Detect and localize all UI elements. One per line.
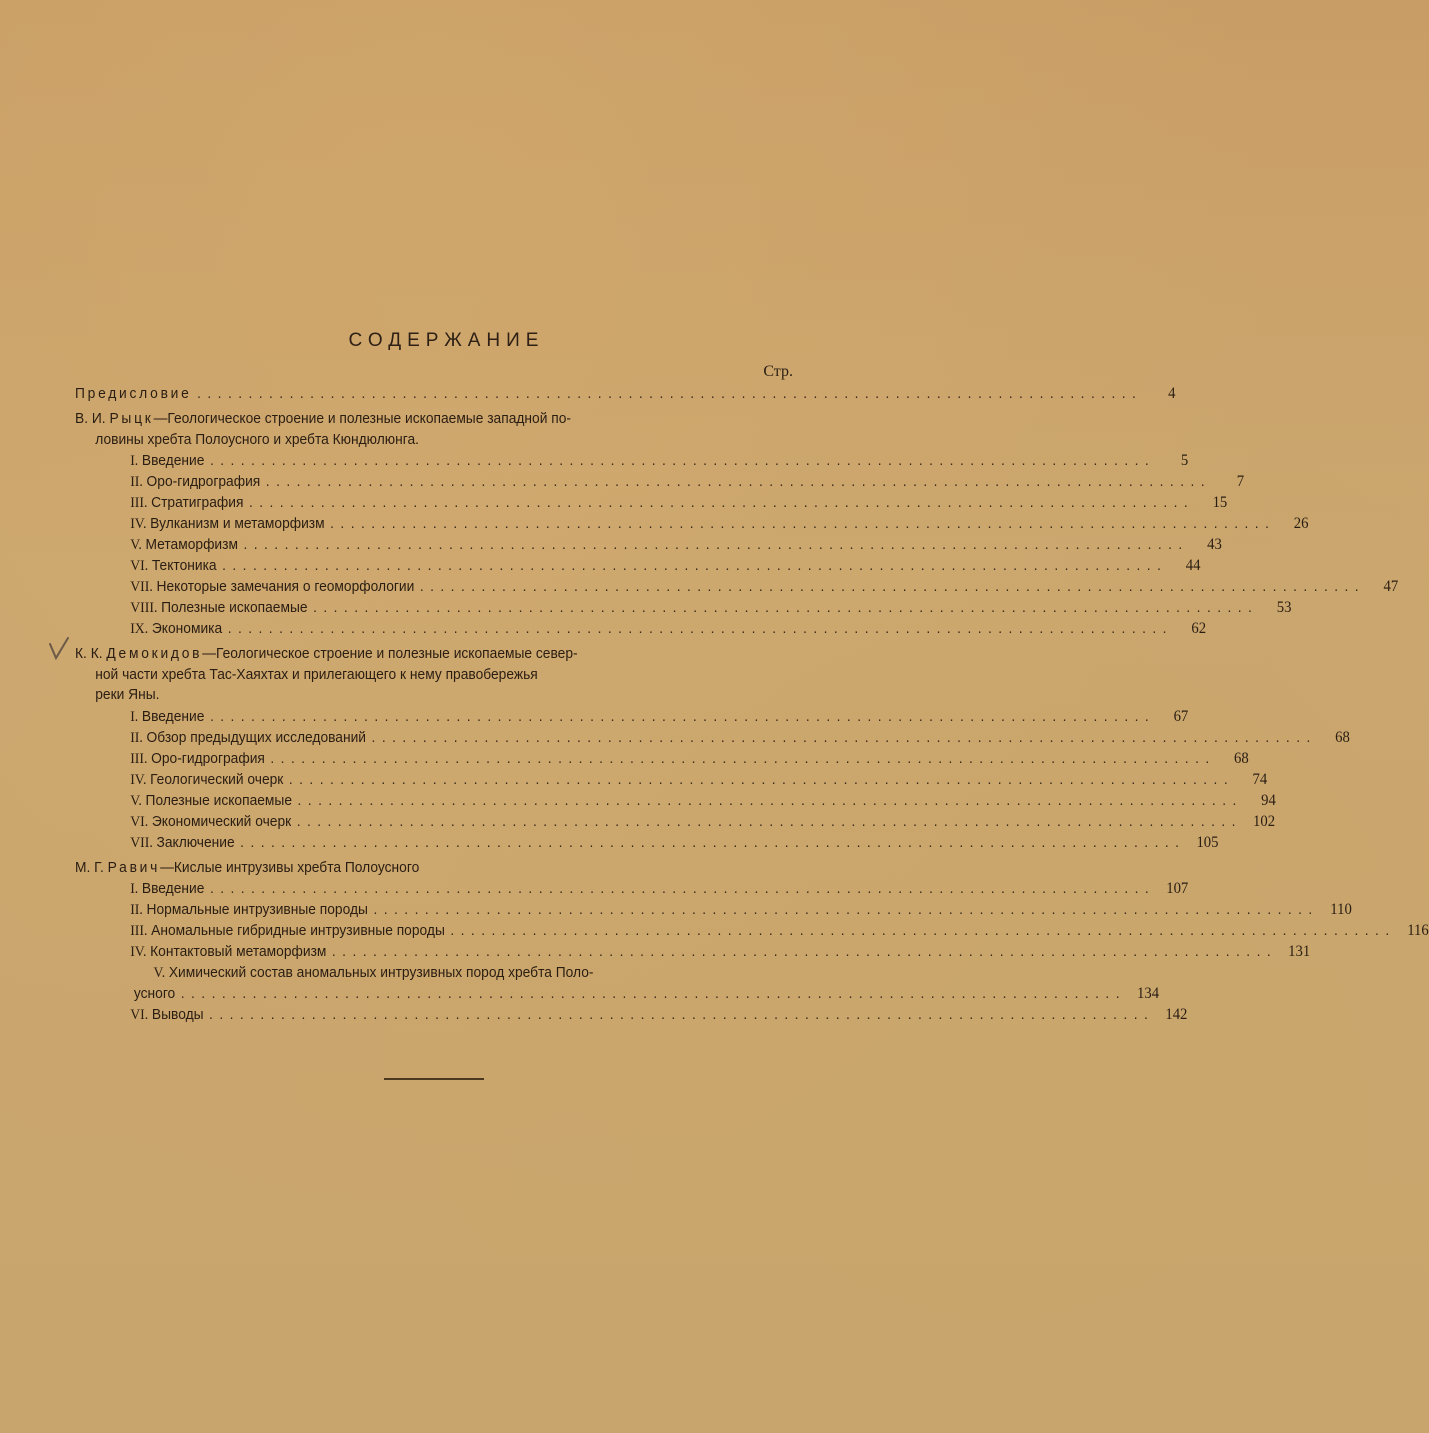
entry-page: 43 — [1207, 536, 1222, 553]
chapter-number: II. — [130, 474, 143, 490]
entry-label: Геологический очерк — [150, 770, 284, 788]
chapter-number: V. — [130, 537, 142, 553]
leader-dots: ............................................................................................ — [288, 770, 1235, 788]
toc-entry[interactable] — [75, 578, 1399, 599]
chapter-number: VI. — [130, 558, 149, 574]
entry-label: Вулканизм и метаморфизм — [150, 515, 325, 532]
leader-dots: ............................................................................................ — [240, 833, 1186, 851]
entry-page: 4 — [1168, 385, 1176, 402]
entry-page: 94 — [1261, 791, 1276, 809]
entry-label: Полезные ископаемые — [145, 791, 293, 809]
toc-entry[interactable] — [75, 749, 1249, 771]
toc-entry[interactable] — [75, 1006, 1188, 1027]
entry-page: 47 — [1383, 578, 1399, 595]
chapter-number: III. — [130, 923, 148, 939]
toc-entry-preface[interactable] — [75, 385, 1176, 406]
chapter-number: VI. — [130, 1007, 149, 1023]
page-title: СОДЕРЖАНИЕ — [348, 330, 545, 351]
divider-line — [384, 1078, 484, 1080]
chapter-number: V. — [130, 792, 142, 809]
entry-label: Оро-гидрография — [146, 473, 261, 490]
entry-page: 68 — [1335, 728, 1350, 746]
leader-dots: ............................................................................................ — [419, 578, 1366, 595]
toc-entry[interactable] — [75, 901, 1352, 922]
toc-entry[interactable] — [75, 707, 1189, 729]
entry-page: 105 — [1196, 833, 1219, 851]
chapter-number: II. — [130, 902, 143, 918]
entry-label: Предисловие — [75, 385, 192, 402]
section-title: —Геологическое строение и полезные ископаемые западной по- — [153, 410, 572, 427]
entry-label: Контактовый метаморфизм — [150, 943, 327, 960]
entry-label: Тектоника — [151, 557, 217, 574]
toc-entry[interactable] — [75, 922, 1429, 943]
chapter-number: IV. — [130, 771, 147, 788]
entry-label: Обзор предыдущих исследований — [146, 728, 367, 746]
toc-entry[interactable] — [75, 964, 850, 985]
leader-dots: ............................................................................................ — [222, 557, 1168, 574]
toc-entry[interactable] — [75, 943, 1311, 964]
leader-dots: ............................................................................................ — [373, 901, 1319, 918]
handwritten-checkmark-icon — [48, 636, 70, 662]
entry-page: 7 — [1236, 473, 1245, 490]
leader-dots: ............................................................................................ — [209, 880, 1156, 897]
chapter-number: II. — [130, 729, 143, 746]
toc-entry[interactable] — [75, 620, 1207, 641]
section-title-line: ловины хребта Полоусного и хребта Кюндюлюнга. — [95, 430, 420, 448]
entry-label: Введение — [141, 707, 205, 725]
entry-page: 102 — [1252, 812, 1276, 830]
toc-entry[interactable] — [75, 880, 1189, 901]
entry-label: Некоторые замечания о геоморфологии — [156, 578, 415, 595]
toc-entry[interactable] — [75, 728, 1350, 750]
entry-label: Экономика — [151, 620, 223, 637]
chapter-number: VIII. — [130, 600, 158, 616]
entry-label: Введение — [141, 880, 205, 897]
entry-page: 53 — [1276, 599, 1292, 616]
leader-dots: ............................................................................................ — [270, 749, 1216, 767]
entry-label: Выводы — [151, 1006, 204, 1023]
chapter-number: III. — [130, 495, 148, 511]
author-initials: В. И. — [75, 410, 106, 427]
section-title: —Геологическое строение и полезные ископаемые север- — [202, 645, 578, 662]
entry-label: Введение — [141, 452, 205, 469]
toc-entry[interactable] — [75, 536, 1222, 557]
toc-entry[interactable] — [75, 812, 1276, 834]
toc-entry[interactable] — [75, 770, 1268, 792]
author-name: Демокидов — [106, 645, 203, 662]
entry-label: Заключение — [156, 833, 235, 851]
table-of-contents — [75, 385, 1429, 1027]
toc-entry[interactable] — [75, 452, 1189, 473]
section-heading[interactable] — [75, 858, 737, 879]
leader-dots: ............................................................................................ — [180, 985, 1126, 1002]
entry-page: 15 — [1212, 494, 1228, 511]
leader-dots: ............................................................................................ — [227, 620, 1173, 637]
chapter-number: VII. — [130, 834, 153, 851]
leader-dots: ............................................................................................ — [209, 452, 1156, 469]
toc-entry[interactable] — [75, 599, 1292, 620]
entry-page: 68 — [1234, 749, 1249, 767]
toc-entry[interactable] — [75, 473, 1245, 494]
author-name: Рыцк — [109, 410, 154, 427]
entry-page: 134 — [1137, 985, 1160, 1002]
section-title-line: ной части хребта Тас-Хаяхтах и прилегающего к нему правобережья — [95, 665, 538, 683]
chapter-number: I. — [130, 881, 139, 897]
entry-page: 74 — [1252, 770, 1268, 788]
entry-label: Метаморфизм — [145, 536, 238, 553]
entry-page: 107 — [1166, 880, 1189, 897]
chapter-number: III. — [130, 750, 148, 767]
entry-label: Стратиграфия — [151, 494, 244, 511]
entry-label: Аномальные гибридные интрузивные породы — [151, 922, 445, 939]
entry-page: 110 — [1330, 901, 1352, 918]
section-title: —Кислые интрузивы хребта Полоусного — [160, 858, 420, 876]
entry-label: Химический состав аномальных интрузивных пород хребта Поло- — [168, 964, 594, 981]
section-title-line — [75, 644, 737, 665]
leader-dots: ............................................................................................ — [243, 536, 1189, 553]
author-name: Равич — [107, 858, 161, 876]
chapter-number: IV. — [130, 944, 147, 960]
author-initials: М. Г. — [75, 858, 104, 876]
leader-dots: ............................................................................................ — [450, 922, 1396, 939]
leader-dots: ............................................................................................ — [265, 473, 1212, 490]
entry-page: 67 — [1173, 707, 1189, 725]
entry-label: Нормальные интрузивные породы — [146, 901, 368, 918]
entry-page: 26 — [1293, 515, 1309, 532]
entry-label: Оро-гидрография — [151, 749, 265, 767]
entry-page: 5 — [1180, 452, 1189, 469]
chapter-number: IX. — [130, 621, 149, 637]
leader-dots: ............................................................................................ — [330, 515, 1276, 532]
chapter-number: IV. — [130, 516, 147, 532]
page-column-label: Стр. — [763, 363, 793, 380]
toc-entry-continuation[interactable] — [75, 985, 1160, 1006]
author-initials: К. К. — [75, 645, 103, 662]
section-title-line — [75, 858, 737, 879]
entry-page: 44 — [1185, 557, 1201, 574]
leader-dots: ............................................................................................ — [331, 943, 1278, 960]
entry-page: 142 — [1165, 1006, 1188, 1023]
chapter-number: VII. — [130, 579, 153, 595]
entry-label: усного — [133, 985, 176, 1002]
section-title-line: реки Яны. — [95, 686, 160, 703]
leader-dots: ............................................................................................ — [313, 599, 1259, 616]
section-heading[interactable] — [75, 644, 737, 706]
toc-entry[interactable] — [75, 791, 1276, 813]
leader-dots: ............................................................................................ — [296, 812, 1242, 830]
entry-label: Экономический очерк — [151, 812, 292, 830]
toc-entry[interactable] — [75, 494, 1228, 515]
section-title-line — [75, 409, 737, 430]
chapter-number: I. — [130, 453, 139, 469]
chapter-number: I. — [130, 708, 139, 725]
leader-dots: ............................................................................................ — [248, 494, 1195, 511]
toc-entry[interactable] — [75, 515, 1309, 536]
entry-page: 116 — [1407, 922, 1429, 939]
leader-dots: ............................................................................................ — [209, 707, 1156, 725]
toc-entry[interactable] — [75, 557, 1201, 578]
chapter-number: VI. — [130, 813, 149, 830]
toc-entry[interactable] — [75, 833, 1219, 855]
section-heading[interactable] — [75, 409, 737, 450]
chapter-number: V. — [153, 965, 166, 981]
entry-label: Полезные ископаемые — [161, 599, 308, 616]
leader-dots: ............................................................................................ — [297, 791, 1243, 809]
leader-dots: ............................................................................................ — [197, 385, 1143, 402]
entry-page: 131 — [1288, 943, 1311, 960]
leader-dots: ............................................................................................ — [371, 728, 1317, 746]
entry-page: 62 — [1191, 620, 1207, 637]
leader-dots: ............................................................................................ — [209, 1006, 1155, 1023]
